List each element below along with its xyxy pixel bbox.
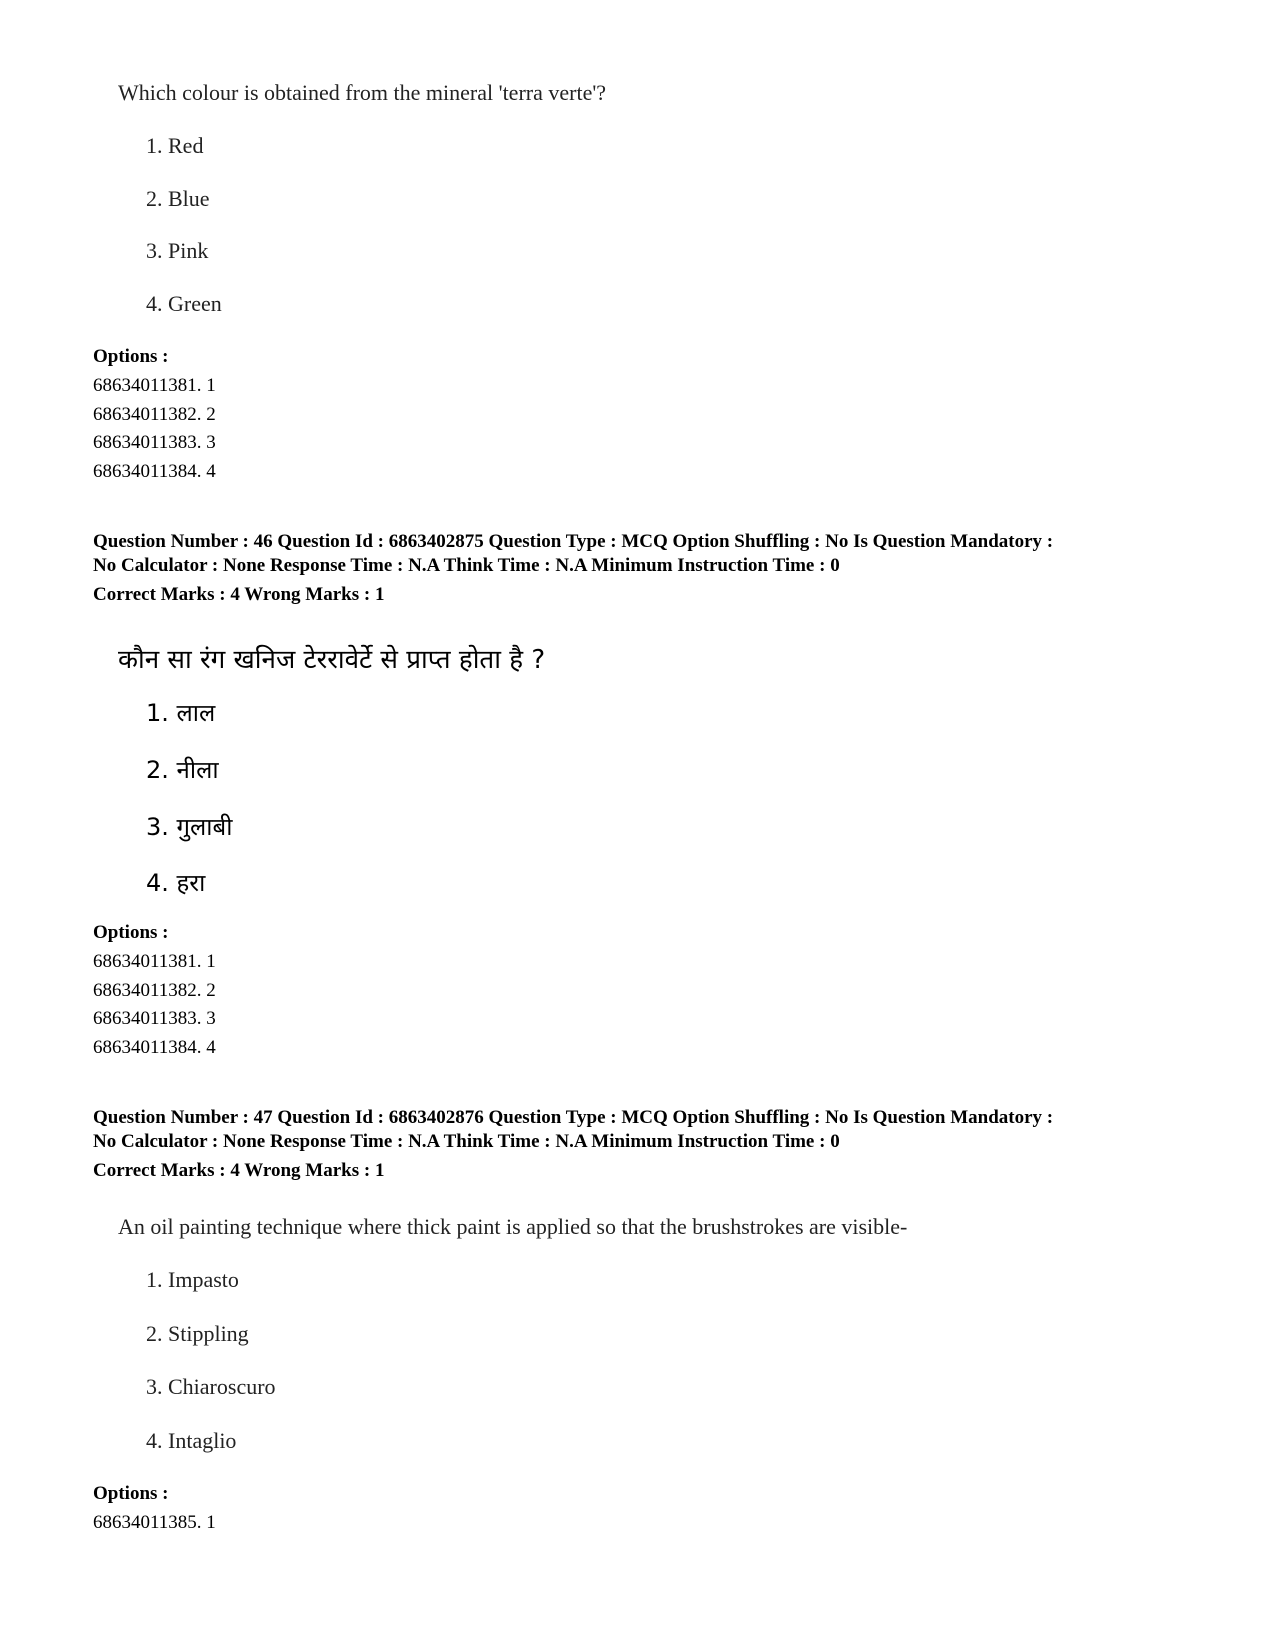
question-meta-line1: Question Number : 47 Question Id : 6863402876 Question Type : MCQ Option Shuffling : No Is Question Mandatory :: [93, 1107, 1054, 1128]
choice-3: 3. गुलाबी: [146, 813, 233, 841]
options-label: Options :: [93, 346, 169, 367]
choice-2: 2. Blue: [146, 186, 210, 211]
choice-2: 2. नीला: [146, 756, 219, 784]
option-id: 68634011381. 1: [93, 375, 216, 396]
question-meta-line1: Question Number : 46 Question Id : 6863402875 Question Type : MCQ Option Shuffling : No Is Question Mandatory :: [93, 531, 1054, 552]
option-id: 68634011383. 3: [93, 432, 216, 453]
question-marks: Correct Marks : 4 Wrong Marks : 1: [93, 584, 385, 605]
choice-3: 3. Pink: [146, 238, 209, 263]
question-text: An oil painting technique where thick paint is applied so that the brushstrokes are visible-: [118, 1214, 908, 1239]
option-id: 68634011382. 2: [93, 404, 216, 425]
option-id: 68634011383. 3: [93, 1008, 216, 1029]
choice-1: 1. Impasto: [146, 1267, 239, 1292]
choice-2: 2. Stippling: [146, 1321, 249, 1346]
option-id: 68634011382. 2: [93, 980, 216, 1001]
choice-1: 1. लाल: [146, 699, 216, 727]
question-text: कौन सा रंग खनिज टेररावेर्टे से प्राप्त होता है ?: [118, 645, 546, 675]
options-label: Options :: [93, 1483, 169, 1504]
option-id: 68634011384. 4: [93, 461, 216, 482]
question-marks: Correct Marks : 4 Wrong Marks : 1: [93, 1160, 385, 1181]
question-meta-line2: No Calculator : None Response Time : N.A Think Time : N.A Minimum Instruction Time : 0: [93, 1131, 840, 1152]
options-label: Options :: [93, 922, 169, 943]
choice-3: 3. Chiaroscuro: [146, 1374, 276, 1399]
choice-4: 4. Intaglio: [146, 1428, 237, 1453]
choice-4: 4. हरा: [146, 869, 206, 897]
choice-1: 1. Red: [146, 133, 204, 158]
choice-4: 4. Green: [146, 291, 222, 316]
option-id: 68634011381. 1: [93, 951, 216, 972]
option-id: 68634011384. 4: [93, 1037, 216, 1058]
option-id: 68634011385. 1: [93, 1512, 216, 1533]
question-text: Which colour is obtained from the mineral 'terra verte'?: [118, 80, 607, 105]
question-meta-line2: No Calculator : None Response Time : N.A Think Time : N.A Minimum Instruction Time : 0: [93, 555, 840, 576]
